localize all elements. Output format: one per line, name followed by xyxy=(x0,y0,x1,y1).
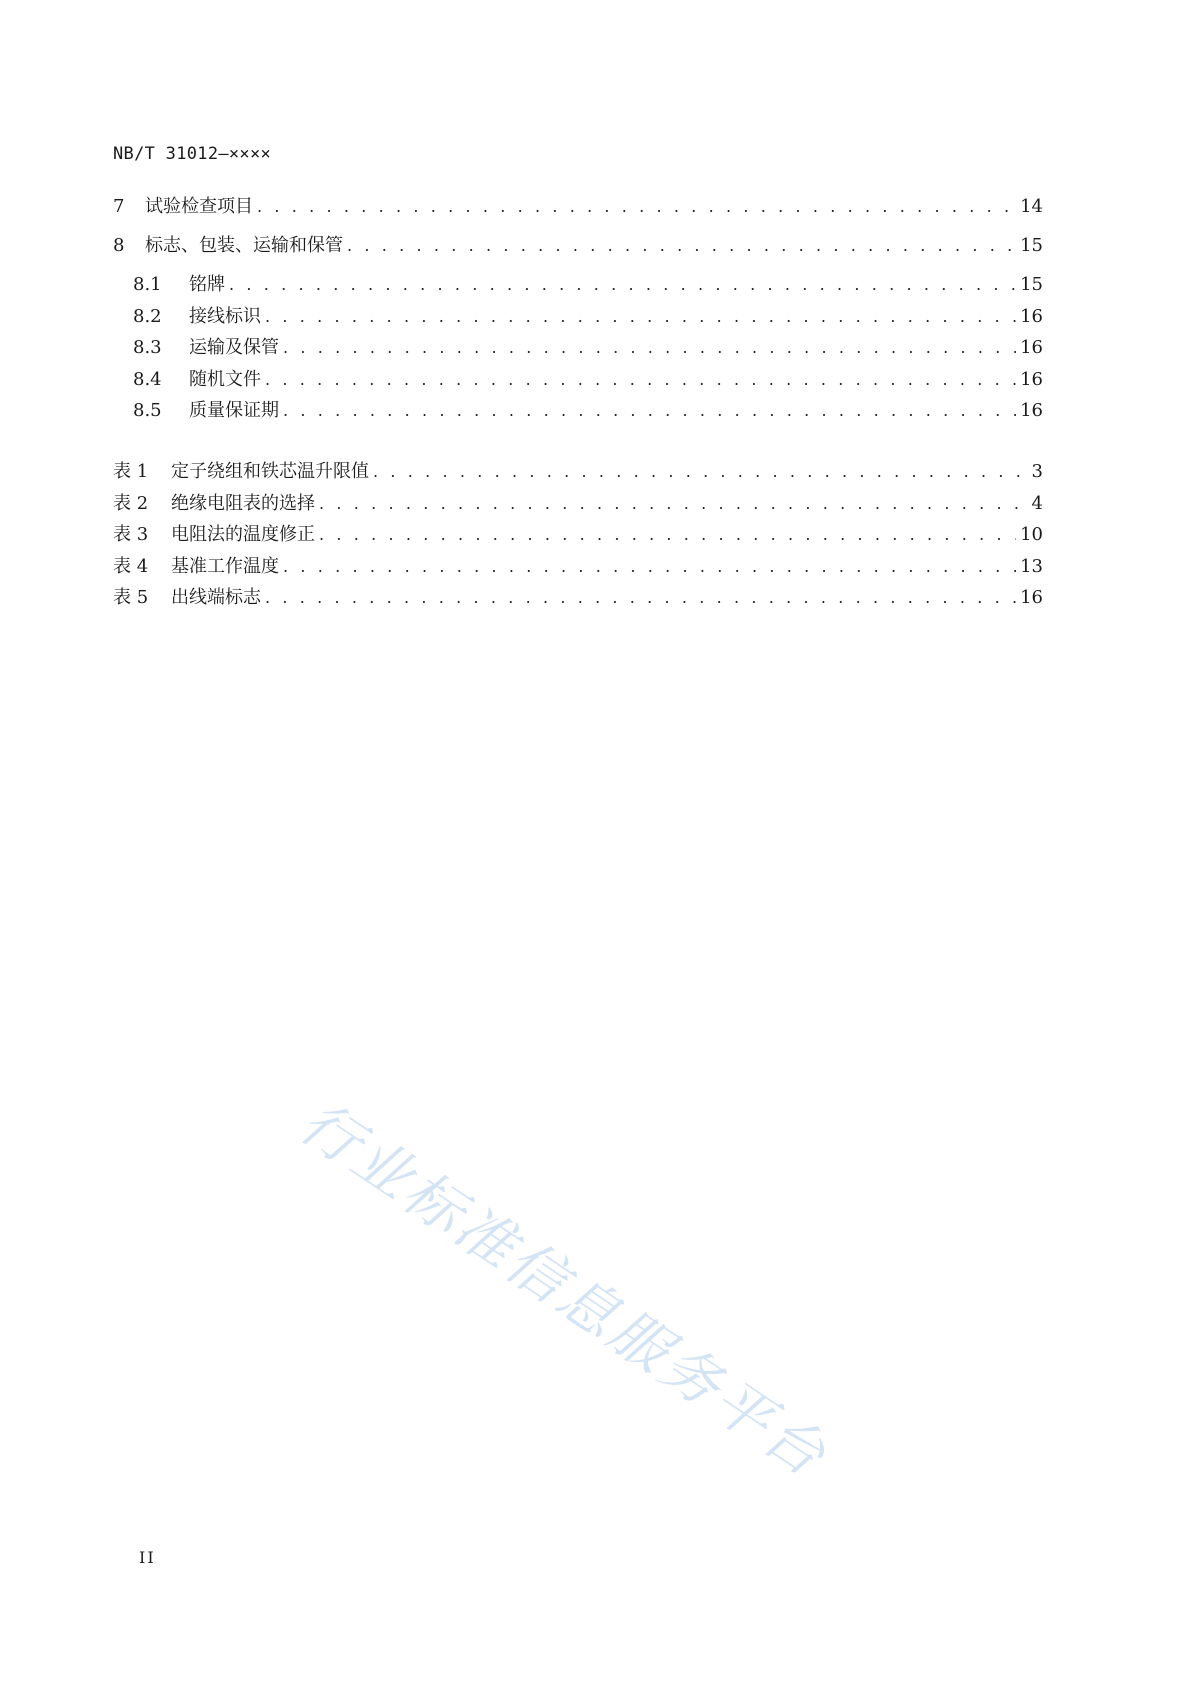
toc-entry-number: 8.3 xyxy=(133,337,162,358)
toc-leader-dots xyxy=(347,235,1016,257)
toc-entry[interactable] xyxy=(113,556,1043,588)
toc-leader-dots xyxy=(265,587,1016,609)
toc-entry[interactable] xyxy=(133,400,1043,432)
toc-leader-dots xyxy=(283,556,1016,578)
toc-entry-number: 7 xyxy=(113,196,125,217)
toc-entry-number: 8.1 xyxy=(133,274,162,295)
toc-entry[interactable] xyxy=(133,369,1043,401)
toc-entry-number: 8.5 xyxy=(133,400,162,421)
toc-entry[interactable] xyxy=(113,235,1043,274)
toc-entry-title: 接线标识 xyxy=(189,305,261,327)
toc-entry-title: 质量保证期 xyxy=(189,400,279,421)
toc-leader-dots xyxy=(283,400,1016,422)
toc-entry-number: 8.2 xyxy=(133,305,162,327)
toc-entry[interactable] xyxy=(113,587,1043,619)
toc-entry[interactable] xyxy=(133,274,1043,306)
toc-entry[interactable] xyxy=(133,306,1043,338)
toc-entry[interactable] xyxy=(133,337,1043,369)
toc-entry-title: 绝缘电阻表的选择 xyxy=(171,492,315,514)
toc-entry-page: 3 xyxy=(1031,461,1043,482)
toc-leader-dots xyxy=(319,493,1028,515)
toc-entry-number: 8.4 xyxy=(133,368,162,390)
toc-entry-title: 运输及保管 xyxy=(189,337,279,358)
toc-entry-title: 基准工作温度 xyxy=(171,555,279,577)
toc-entry-page: 16 xyxy=(1020,305,1043,327)
toc-entry-title: 标志、包装、运输和保管 xyxy=(145,235,343,256)
toc-entry-number: 8 xyxy=(113,235,125,256)
toc-entry-page: 16 xyxy=(1020,400,1043,421)
toc-leader-dots xyxy=(283,337,1016,359)
toc-entry[interactable] xyxy=(113,461,1043,493)
toc-entry-page: 16 xyxy=(1020,337,1043,358)
toc-entry-page: 14 xyxy=(1020,196,1043,217)
toc-entry-page: 15 xyxy=(1020,235,1043,256)
toc-entry[interactable] xyxy=(113,196,1043,235)
toc-entry-title: 电阻法的温度修正 xyxy=(171,524,315,545)
toc-sections xyxy=(133,274,1043,432)
toc-entry-title: 随机文件 xyxy=(189,368,261,390)
toc-chapters xyxy=(113,196,1043,274)
toc-entry-page: 10 xyxy=(1020,524,1043,545)
toc-tables xyxy=(113,461,1043,619)
toc-entry-page: 16 xyxy=(1020,587,1043,608)
toc-entry-number: 表 2 xyxy=(113,492,149,514)
toc-entry-page: 4 xyxy=(1031,492,1043,514)
toc-leader-dots xyxy=(257,196,1016,218)
toc-entry-page: 15 xyxy=(1020,274,1043,295)
toc-leader-dots xyxy=(265,306,1016,328)
toc-leader-dots xyxy=(265,369,1016,391)
document-code: NB/T 31012—×××× xyxy=(113,144,272,164)
toc-entry-page: 13 xyxy=(1020,555,1043,577)
toc-entry-page: 16 xyxy=(1020,368,1043,390)
toc-entry-number: 表 4 xyxy=(113,555,149,577)
toc-entry-title: 出线端标志 xyxy=(171,587,261,608)
toc-entry-number: 表 5 xyxy=(113,587,149,608)
toc-entry[interactable] xyxy=(113,524,1043,556)
toc-entry-number: 表 3 xyxy=(113,524,149,545)
toc-leader-dots xyxy=(319,524,1016,546)
toc-entry-title: 铭牌 xyxy=(189,274,225,295)
toc-entry-number: 表 1 xyxy=(113,461,149,482)
page-number: II xyxy=(139,1548,156,1567)
toc-entry-title: 定子绕组和铁芯温升限值 xyxy=(171,461,369,482)
toc-leader-dots xyxy=(229,274,1016,296)
toc-leader-dots xyxy=(373,461,1028,483)
toc-entry-title: 试验检查项目 xyxy=(145,196,253,217)
toc-entry[interactable] xyxy=(113,493,1043,525)
watermark: 行业标准信息服务平台 xyxy=(288,1087,841,1492)
